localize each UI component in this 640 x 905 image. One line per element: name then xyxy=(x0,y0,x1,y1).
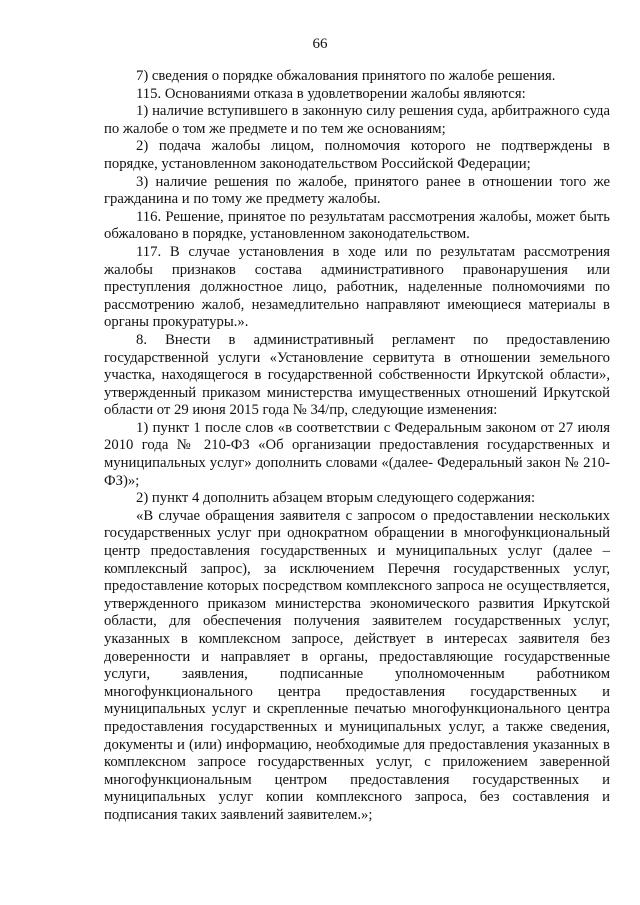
paragraph-section-8: 8. Внести в административный регламент по предоставлению государственной услуги «Установление сервитута в отношении земельного участка, находящегося в государственной собственности Иркутской области», утвержденный приказом министерства имущественных отношений Иркутской области от 29 июня 2015 года № 34/пр, следующие изменения: xyxy=(104,331,610,419)
paragraph-117: 117. В случае установления в ходе или по результатам рассмотрения жалобы признаков состава административного правонарушения или преступления должностное лицо, работник, наделенные полномочиями по рассмотрению жалоб, незамедлительно направляют имеющиеся материалы в органы прокуратуры.». xyxy=(104,243,610,331)
paragraph-115-item-3: 3) наличие решения по жалобе, принятого ранее в отношении того же гражданина и по тому же предмету жалобы. xyxy=(104,173,610,208)
paragraph-115-item-1: 1) наличие вступившего в законную силу решения суда, арбитражного суда по жалобе о том же предмете и по тем же основаниям; xyxy=(104,103,610,137)
paragraph-complex-request-quote: «В случае обращения заявителя с запросом о предоставлении нескольких государственных услуг при однократном обращении в многофункциональный центр предоставления государственных и муниципальных услуг (далее – комплексный запрос), за исключением Перечня государственных услуг, предоставление которых посредством комплексного запроса не осуществляется, утвержденного приказом министерства экономического развития Иркутской области, для обеспечения получения заявителем государственных услуг, указанных в комплексном запросе, действует в интересах заявителя без доверенности и направляет в органы, предоставляющие государственные услуги, заявления, подписанные уполномоченным работником многофункционального центра предоставления государственных и муниципальных услуг и скрепленные печатью многофункционального центра предоставления государственных и муниципальных услуг, а также сведения, документы и (или) информацию, необходимые для предоставления указанных в комплексном запросе государственных услуг, с приложением заверенной многофункциональным центром предоставления государственных и муниципальных услуг копии комплексного запроса, без составления и подписания таких заявлений заявителем.»; xyxy=(104,507,610,823)
paragraph-115-item-2: 2) подача жалобы лицом, полномочия которого не подтверждены в порядке, установленном законодательством Российской Федерации; xyxy=(104,138,610,172)
document-body xyxy=(104,68,610,825)
paragraph-section-8-item-1: 1) пункт 1 после слов «в соответствии с Федеральным законом от 27 июля 2010 года № 210-ФЗ «Об организации предоставления государственных и муниципальных услуг» дополнить словами «(далее- Федеральный закон № 210-ФЗ)»; xyxy=(104,419,610,489)
paragraph-116: 116. Решение, принятое по результатам рассмотрения жалобы, может быть обжаловано в порядке, установленном законодательством. xyxy=(104,208,610,243)
page-number: 66 xyxy=(312,36,328,52)
paragraph-section-8-item-2: 2) пункт 4 дополнить абзацем вторым следующего содержания: xyxy=(136,490,536,507)
paragraph-item-7: 7) сведения о порядке обжалования принятого по жалобе решения. xyxy=(136,68,556,84)
paragraph-115-refusal-grounds: 115. Основаниями отказа в удовлетворении жалобы являются: xyxy=(136,85,526,102)
